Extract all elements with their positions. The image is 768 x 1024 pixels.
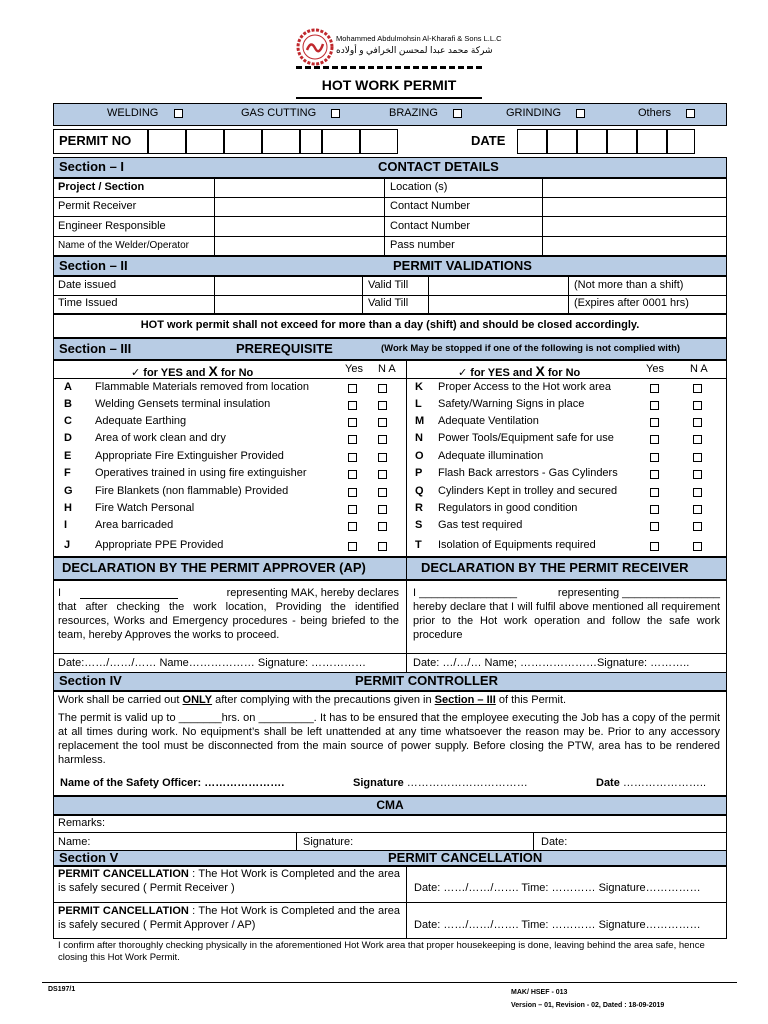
col-divider [428,276,429,314]
yes-checkbox[interactable] [348,384,357,393]
prereq-item [415,398,707,412]
final-confirmation: I confirm after thoroughly checking physically in the aforementioned Hot Work area that proper housekeeping is done, leaving behind the area safe, hence closing this Hot Work Permit. [58,940,705,963]
na-checkbox[interactable] [693,488,702,497]
prereq-letter: S [415,519,423,531]
yes-checkbox[interactable] [348,470,357,479]
prereq-item [415,415,707,429]
row-divider [53,378,727,379]
date-cell[interactable] [667,129,695,154]
yes-checkbox[interactable] [650,435,659,444]
contact-value-field[interactable] [215,179,383,197]
row-divider [53,197,727,198]
cma-name: Name: [58,836,91,848]
title-underline [296,97,482,99]
validation-valid-till: Valid Till [368,297,409,309]
cancellation-bold: PERMIT CANCELLATION [58,905,189,917]
checkbox[interactable] [453,109,462,118]
rec-representing: representing ________________ [557,587,720,599]
prereq-text: Fire Watch Personal [95,502,195,514]
validation-note: (Expires after 0001 hrs) [574,297,689,309]
prereq-text: Cylinders Kept in trolley and secured [438,485,618,497]
row-divider [53,295,727,296]
cma-title: CMA [376,798,404,812]
date-cell[interactable] [517,129,547,154]
validation-note: (Not more than a shift) [574,279,684,291]
prereq-text: Appropriate Fire Extinguisher Provided [95,450,284,462]
validation-valid-till: Valid Till [368,279,409,291]
contact-label: Location (s) [390,181,448,193]
work-type-label: WELDING [107,107,159,119]
footer-doc-code: DS197/1 [48,986,76,993]
permit-no-cell[interactable] [262,129,300,154]
work-type-label: GRINDING [506,107,561,119]
rec-i: I ________________ [413,587,517,599]
prereq-text: Flammable Materials removed from location [95,381,309,393]
section3-number: Section – III [59,341,132,356]
prereq-text: Power Tools/Equipment safe for use [438,432,614,444]
cancellation-receiver-sign: Date: ……/……/……. Time: ………… Signature…………… [414,882,701,894]
rec-line1 [413,586,720,600]
prereq-text: Appropriate PPE Provided [95,539,224,551]
company-logo [296,28,334,66]
na-checkbox[interactable] [693,401,702,410]
cma-date: Date: [541,836,568,848]
page-title: HOT WORK PERMIT [321,77,457,93]
ap-sign-line: Date:……/……/…… Name……………… Signature: …………… [58,657,367,669]
col-na-right: N A [690,363,708,375]
row-divider [53,653,727,654]
contact-value-field[interactable] [543,179,726,197]
na-checkbox[interactable] [693,418,702,427]
section4-title: PERMIT CONTROLLER [355,673,498,688]
work-type-brazing[interactable] [389,107,462,119]
section4-line1 [58,693,566,707]
yes-checkbox[interactable] [348,435,357,444]
na-checkbox[interactable] [378,418,387,427]
col-divider [568,276,569,314]
yes-checkbox[interactable] [650,418,659,427]
prereq-item [64,398,392,412]
col-divider [406,866,407,939]
permit-no-cell[interactable] [322,129,360,154]
date-dots: ………………….. [619,777,707,789]
contact-label: Permit Receiver [58,200,137,212]
na-checkbox[interactable] [378,488,387,497]
contact-label: Contact Number [390,200,471,212]
cma-body [53,815,727,851]
yes-checkbox[interactable] [650,401,659,410]
na-checkbox[interactable] [693,453,702,462]
section4-number: Section IV [59,673,122,688]
s4-text: of this Permit. [495,694,567,706]
permit-no-label: PERMIT NO [59,133,132,148]
date-label: DATE [471,133,506,148]
prereq-text: Adequate Earthing [95,415,187,427]
contact-label: Engineer Responsible [58,220,166,232]
cancellation-approver [58,904,400,932]
signature-label: Signature [353,777,404,789]
yes-checkbox[interactable] [650,453,659,462]
legend-left [131,363,253,379]
prereq-letter: E [64,450,72,462]
s4-only: ONLY [182,694,213,706]
footer-form-code: MAK/ HSEF - 013 [511,989,568,996]
na-checkbox[interactable] [378,384,387,393]
prereq-letter: L [415,398,422,410]
prereq-text: Regulators in good condition [438,502,578,514]
ap-name-blank[interactable] [80,598,178,599]
checkbox[interactable] [576,109,585,118]
prereq-letter: M [415,415,425,427]
validation-label: Time Issued [58,297,118,309]
checkbox[interactable] [331,109,340,118]
ap-line1 [58,586,399,600]
na-checkbox[interactable] [378,453,387,462]
prereq-letter: G [64,485,73,497]
yes-checkbox[interactable] [650,470,659,479]
na-checkbox[interactable] [693,522,702,531]
work-type-label: BRAZING [389,107,438,119]
na-checkbox[interactable] [693,384,702,393]
work-type-gas-cutting[interactable] [241,107,340,119]
na-checkbox[interactable] [378,401,387,410]
work-type-others[interactable] [638,107,695,119]
permit-no-cell[interactable] [300,129,322,154]
section3-title: PREREQUISITE [236,341,333,356]
prereq-item [415,539,707,553]
prereq-text: Area barricaded [95,519,174,531]
col-na-left: N A [378,363,396,375]
checkbox[interactable] [686,109,695,118]
na-checkbox[interactable] [378,522,387,531]
ap-declaration-title: DECLARATION BY THE PERMIT APPROVER (AP) [62,560,366,575]
prereq-text: Adequate illumination [438,450,544,462]
signature-dots: …………………………… [403,777,528,789]
legend-text: for No [544,367,581,379]
prereq-item [64,415,392,429]
prereq-item [64,450,392,464]
permit-no-cell[interactable] [186,129,224,154]
rec-declaration-text: hereby declare that I will fulfil above mentioned all requirement prior to the Hot work operation and follow the safe work procedure [413,601,720,641]
prereq-item [64,432,392,446]
row-divider [53,216,727,217]
cancellation-text: : The Hot Work is Completed and the area is safely secured ( Permit Approver / AP) [58,905,400,931]
contact-label: Pass number [390,239,455,251]
cma-remarks: Remarks: [58,817,106,829]
cma-signature: Signature: [303,836,354,848]
yes-checkbox[interactable] [650,542,659,551]
col-yes-left: Yes [345,363,363,375]
na-checkbox[interactable] [693,470,702,479]
yes-checkbox[interactable] [348,542,357,551]
checkbox[interactable] [174,109,183,118]
section1-title: CONTACT DETAILS [378,159,499,174]
safety-officer-signature [353,777,528,789]
prereq-letter: D [64,432,72,444]
cancellation-text: : The Hot Work is Completed and the area is safely secured ( Permit Receiver ) [58,868,400,894]
yes-checkbox[interactable] [348,522,357,531]
prereq-letter: H [64,502,72,514]
row-divider [53,832,727,833]
na-checkbox[interactable] [378,505,387,514]
na-checkbox[interactable] [693,505,702,514]
prereq-letter: T [415,539,422,551]
s4-section-ref: Section – III [434,694,496,706]
ap-declaration-text: that after checking the work location, Providing the identified resources, Works and Emergency procedures - being briefed to the team, hereby Approves the works to proceed. [58,601,399,641]
col-divider [406,360,407,557]
date-cell[interactable] [577,129,607,154]
col-divider [384,178,385,256]
prereq-letter: B [64,398,72,410]
work-type-label: GAS CUTTING [241,107,317,119]
prereq-item [415,519,707,533]
prereq-item [64,467,392,481]
col-divider [214,276,215,314]
prereq-item [64,381,392,395]
prereq-letter: Q [415,485,424,497]
prereq-item [64,502,392,516]
date-cell[interactable] [637,129,667,154]
safety-officer-label: Name of the Safety Officer: …………………. [60,777,285,789]
yes-checkbox[interactable] [348,505,357,514]
contact-label: Contact Number [390,220,471,232]
rec-sign-line: Date: …/…/… Name; …………………Signature: ……….. [413,657,690,669]
prereq-text: Safety/Warning Signs in place [438,398,585,410]
prereq-letter: O [415,450,424,462]
company-name-ar: شركة محمد عبدا لمحسن الخرافي و أولاده [336,45,493,55]
row-divider [53,902,727,903]
prereq-text: Fire Blankets (non flammable) Provided [95,485,289,497]
permit-no-cell[interactable] [148,129,186,154]
prereq-letter: P [415,467,423,479]
prereq-item [415,432,707,446]
work-type-label: Others [638,107,672,119]
prereq-item [415,381,707,395]
prereq-text: Flash Back arrestors - Gas Cylinders [438,467,618,479]
yes-checkbox[interactable] [348,418,357,427]
cancellation-receiver [58,867,400,895]
section2-header [53,256,727,276]
prereq-letter: F [64,467,71,479]
col-divider [533,832,534,851]
prereq-text: Adequate Ventilation [438,415,539,427]
col-yes-right: Yes [646,363,664,375]
prereq-item [64,519,392,533]
prereq-letter: C [64,415,72,427]
section1-number: Section – I [59,159,125,174]
prereq-item [415,450,707,464]
prereq-letter: J [64,539,71,551]
validation-label: Date issued [58,279,117,291]
legend-right [458,363,580,379]
receiver-declaration-title: DECLARATION BY THE PERMIT RECEIVER [421,560,689,575]
row-divider [53,236,727,237]
prereq-item [415,485,707,499]
prereq-item [415,467,707,481]
work-type-grinding[interactable] [506,107,585,119]
x-icon: X [535,363,545,379]
prereq-text: Welding Gensets terminal insulation [95,398,271,410]
prereq-letter: R [415,502,423,514]
ap-i: I [58,587,62,599]
date-cell[interactable] [607,129,637,154]
section5-title: PERMIT CANCELLATION [388,850,543,865]
cancellation-approver-sign: Date: ……/……/……. Time: ………… Signature…………… [414,919,701,931]
cancellation-bold: PERMIT CANCELLATION [58,868,189,880]
prereq-letter: I [64,519,68,531]
date-cell[interactable] [547,129,577,154]
check-icon: ✓ [458,367,468,379]
prereq-item [64,485,392,499]
prereq-item [415,502,707,516]
s4-text: Work shall be carried out [58,694,183,706]
footer-version: Version – 01, Revision - 02, Dated : 18-09-2019 [511,1002,665,1009]
permit-no-cell[interactable] [224,129,262,154]
na-checkbox[interactable] [693,435,702,444]
yes-checkbox[interactable] [650,384,659,393]
prereq-text: Operatives trained in using fire extinguisher [95,467,307,479]
col-divider [296,832,297,851]
yes-checkbox[interactable] [348,401,357,410]
check-icon: ✓ [131,367,141,379]
legend-text: for YES and [467,367,536,379]
yes-checkbox[interactable] [650,522,659,531]
prereq-letter: N [415,432,423,444]
contact-label: Name of the Welder/Operator [58,240,189,251]
footer-line [42,982,737,983]
permit-no-cell[interactable] [360,129,398,154]
yes-checkbox[interactable] [650,488,659,497]
ap-representing: representing MAK, hereby declares [226,587,399,599]
x-icon: X [208,363,218,379]
prereq-text: Area of work clean and dry [95,432,226,444]
work-type-welding[interactable] [107,107,183,119]
company-name-en: Mohammed Abdulmohsin Al-Kharafi & Sons L.L.C [336,34,502,43]
col-divider [362,276,363,314]
section2-number: Section – II [59,258,128,273]
section4-paragraph: The permit is valid up to _______hrs. on _________. It has to be ensured that the employee executing the Job has a copy of the permit at all times during work. No equipment’s shall be left unattended at any time whatsoever the reason may be. Prior to any accessory replacement the tool must be disconnected from the main source of power supply. Before closing the PTW, area has to be rendered harmless. [58,712,720,766]
safety-officer-date [596,777,706,789]
section2-title: PERMIT VALIDATIONS [393,258,532,273]
prereq-item [64,539,392,553]
prereq-text: Isolation of Equipments required [438,539,596,551]
prereq-letter: A [64,381,72,393]
validation-notice: HOT work permit shall not exceed for more than a day (shift) and should be closed accordingly. [140,319,640,331]
na-checkbox[interactable] [378,470,387,479]
yes-checkbox[interactable] [348,453,357,462]
legend-text: for YES and [140,367,209,379]
section5-number: Section V [59,850,119,865]
section3-note: (Work May be stopped if one of the following is not complied with) [381,343,681,354]
contact-label: Project / Section [58,181,145,193]
prereq-text: Proper Access to the Hot work area [438,381,612,393]
yes-checkbox[interactable] [650,505,659,514]
na-checkbox[interactable] [378,542,387,551]
logo-underline [296,66,482,69]
legend-text: for No [217,367,254,379]
na-checkbox[interactable] [378,435,387,444]
s4-text: after complying with the precautions given in [212,694,435,706]
prereq-letter: K [415,381,423,393]
na-checkbox[interactable] [693,542,702,551]
prereq-text: Gas test required [438,519,523,531]
date-label: Date [596,777,620,789]
yes-checkbox[interactable] [348,488,357,497]
